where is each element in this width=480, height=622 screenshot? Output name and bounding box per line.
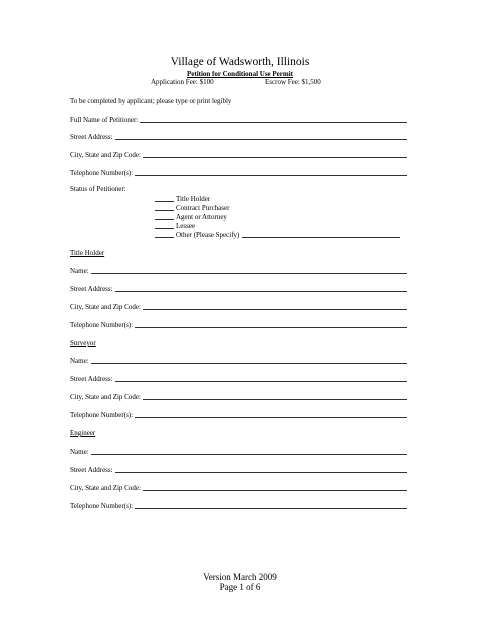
page-title: Village of Wadsworth, Illinois: [170, 56, 310, 68]
fill-line[interactable]: [115, 290, 407, 292]
field-label: Telephone Number(s):: [70, 321, 134, 329]
status-option-label: Agent or Attorney: [176, 213, 227, 221]
fill-line[interactable]: [135, 326, 407, 328]
status-option-other[interactable]: [155, 231, 400, 239]
check-blank[interactable]: [155, 201, 174, 202]
status-option-label: Lessee: [176, 222, 196, 230]
surveyor-phone-field[interactable]: [70, 409, 407, 419]
field-label: Full Name of Petitioner:: [70, 116, 139, 124]
field-label: Street Address:: [70, 375, 113, 383]
field-label: City, State and Zip Code:: [70, 303, 141, 311]
other-specify-line[interactable]: [242, 237, 400, 238]
check-blank[interactable]: [155, 210, 174, 211]
version-label: Version March 2009: [203, 572, 277, 582]
fill-line[interactable]: [91, 362, 407, 364]
status-option-label: Other (Please Specify): [176, 231, 240, 239]
field-label: Telephone Number(s):: [70, 502, 134, 510]
section-surveyor: Surveyor: [70, 339, 96, 347]
title-holder-city-field[interactable]: [70, 301, 407, 311]
field-label: City, State and Zip Code:: [70, 393, 141, 401]
status-option-agent-attorney[interactable]: [155, 213, 227, 221]
petitioner-city-field[interactable]: [70, 149, 407, 159]
field-label: Telephone Number(s):: [70, 169, 134, 177]
field-label: Street Address:: [70, 285, 113, 293]
fill-line[interactable]: [91, 272, 407, 274]
field-label: Name:: [70, 357, 89, 365]
fill-line[interactable]: [115, 380, 407, 382]
title-holder-name-field[interactable]: [70, 265, 407, 275]
fill-line[interactable]: [143, 398, 407, 400]
page-number: Page 1 of 6: [219, 582, 261, 592]
instructions: To be completed by applicant; please type or print legibly: [70, 97, 232, 105]
field-label: Name:: [70, 267, 89, 275]
check-blank[interactable]: [155, 219, 174, 220]
status-label: Status of Petitioner:: [70, 185, 126, 193]
status-option-lessee[interactable]: [155, 222, 195, 230]
surveyor-street-field[interactable]: [70, 373, 407, 383]
section-title-holder: Title Holder: [70, 249, 105, 257]
form-subtitle: Petition for Conditional Use Permit: [186, 70, 294, 78]
engineer-city-field[interactable]: [70, 482, 407, 492]
fill-line[interactable]: [115, 471, 407, 473]
check-blank[interactable]: [155, 237, 174, 238]
surveyor-name-field[interactable]: [70, 355, 407, 365]
field-label: City, State and Zip Code:: [70, 151, 141, 159]
field-label: Name:: [70, 448, 89, 456]
fill-line[interactable]: [91, 453, 407, 455]
application-fee: Application Fee: $100: [151, 78, 214, 86]
field-label: Street Address:: [70, 133, 113, 141]
fill-line[interactable]: [140, 121, 407, 123]
engineer-name-field[interactable]: [70, 446, 407, 456]
petitioner-name-field[interactable]: [70, 114, 407, 124]
title-holder-phone-field[interactable]: [70, 319, 407, 329]
fill-line[interactable]: [135, 416, 407, 418]
fill-line[interactable]: [143, 308, 407, 310]
title-holder-street-field[interactable]: [70, 283, 407, 293]
field-label: Street Address:: [70, 466, 113, 474]
petitioner-phone-field[interactable]: [70, 167, 407, 177]
engineer-phone-field[interactable]: [70, 500, 407, 510]
check-blank[interactable]: [155, 228, 174, 229]
fill-line[interactable]: [115, 138, 407, 140]
escrow-fee: Escrow Fee: $1,500: [265, 78, 321, 86]
fill-line[interactable]: [143, 156, 407, 158]
status-option-contract-purchaser[interactable]: [155, 204, 229, 212]
section-engineer: Engineer: [70, 429, 96, 437]
status-option-title-holder[interactable]: [155, 195, 210, 203]
field-label: Telephone Number(s):: [70, 411, 134, 419]
engineer-street-field[interactable]: [70, 464, 407, 474]
petitioner-street-field[interactable]: [70, 131, 407, 141]
status-option-label: Title Holder: [176, 195, 211, 203]
fill-line[interactable]: [135, 507, 407, 509]
field-label: City, State and Zip Code:: [70, 484, 141, 492]
fill-line[interactable]: [143, 489, 407, 491]
fill-line[interactable]: [135, 174, 407, 176]
surveyor-city-field[interactable]: [70, 391, 407, 401]
status-option-label: Contract Purchaser: [176, 204, 230, 212]
